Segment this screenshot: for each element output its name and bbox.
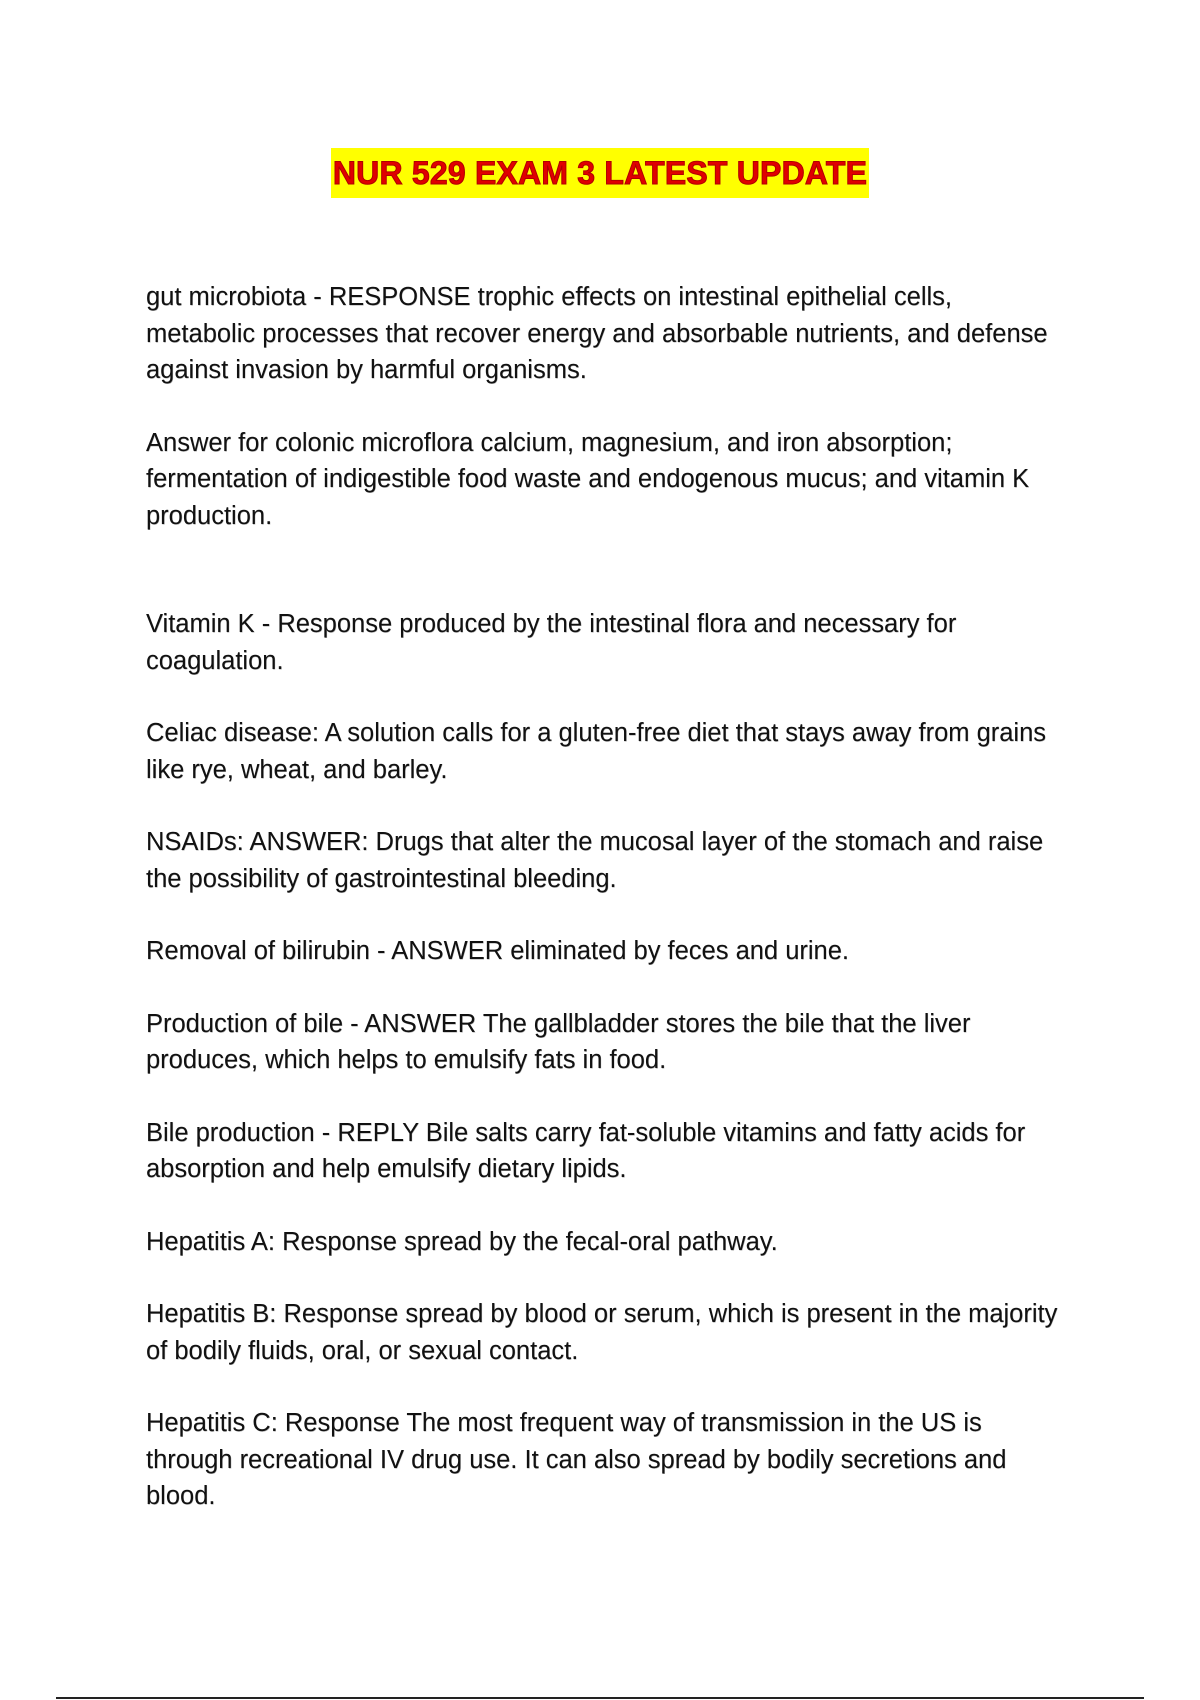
paragraph-nsaids: NSAIDs: ANSWER: Drugs that alter the mucosal layer of the stomach and raise the possibility of gastrointestinal bleeding. — [146, 828, 1044, 893]
paragraph-celiac-disease: Celiac disease: A solution calls for a gluten-free diet that stays away from grains like rye, wheat, and barley. — [146, 719, 1047, 784]
paragraph-gut-microbiota: gut microbiota - RESPONSE trophic effects on intestinal epithelial cells, metabolic processes that recover energy and absorbable nutrients, and defense against invasion by harmful organisms. — [146, 283, 1048, 384]
paragraph-hepatitis-c: Hepatitis C: Response The most frequent way of transmission in the US is through recreational IV drug use. It can also spread by bodily secretions and blood. — [146, 1409, 1007, 1510]
paragraph-hepatitis-a: Hepatitis A: Response spread by the fecal-oral pathway. — [146, 1227, 778, 1256]
document-title: NUR 529 EXAM 3 LATEST UPDATE — [331, 148, 869, 198]
footer-divider — [56, 1697, 1144, 1699]
paragraph-vitamin-k: Vitamin K - Response produced by the intestinal flora and necessary for coagulation. — [146, 610, 957, 675]
title-container — [0, 148, 1200, 198]
paragraph-bile-production: Bile production - REPLY Bile salts carry fat-soluble vitamins and fatty acids for absorption and help emulsify dietary lipids. — [146, 1118, 1026, 1183]
document-body — [146, 279, 1066, 1551]
paragraph-colonic-microflora: Answer for colonic microflora calcium, magnesium, and iron absorption; fermentation of indigestible food waste and endogenous mucus; and vitamin K production. — [146, 428, 1030, 530]
paragraph-production-of-bile: Production of bile - ANSWER The gallbladder stores the bile that the liver produces, which helps to emulsify fats in food. — [146, 1009, 971, 1074]
paragraph-hepatitis-b: Hepatitis B: Response spread by blood or serum, which is present in the majority of bodily fluids, oral, or sexual contact. — [146, 1300, 1058, 1365]
paragraph-bilirubin-removal: Removal of bilirubin - ANSWER eliminated by feces and urine. — [146, 937, 849, 965]
